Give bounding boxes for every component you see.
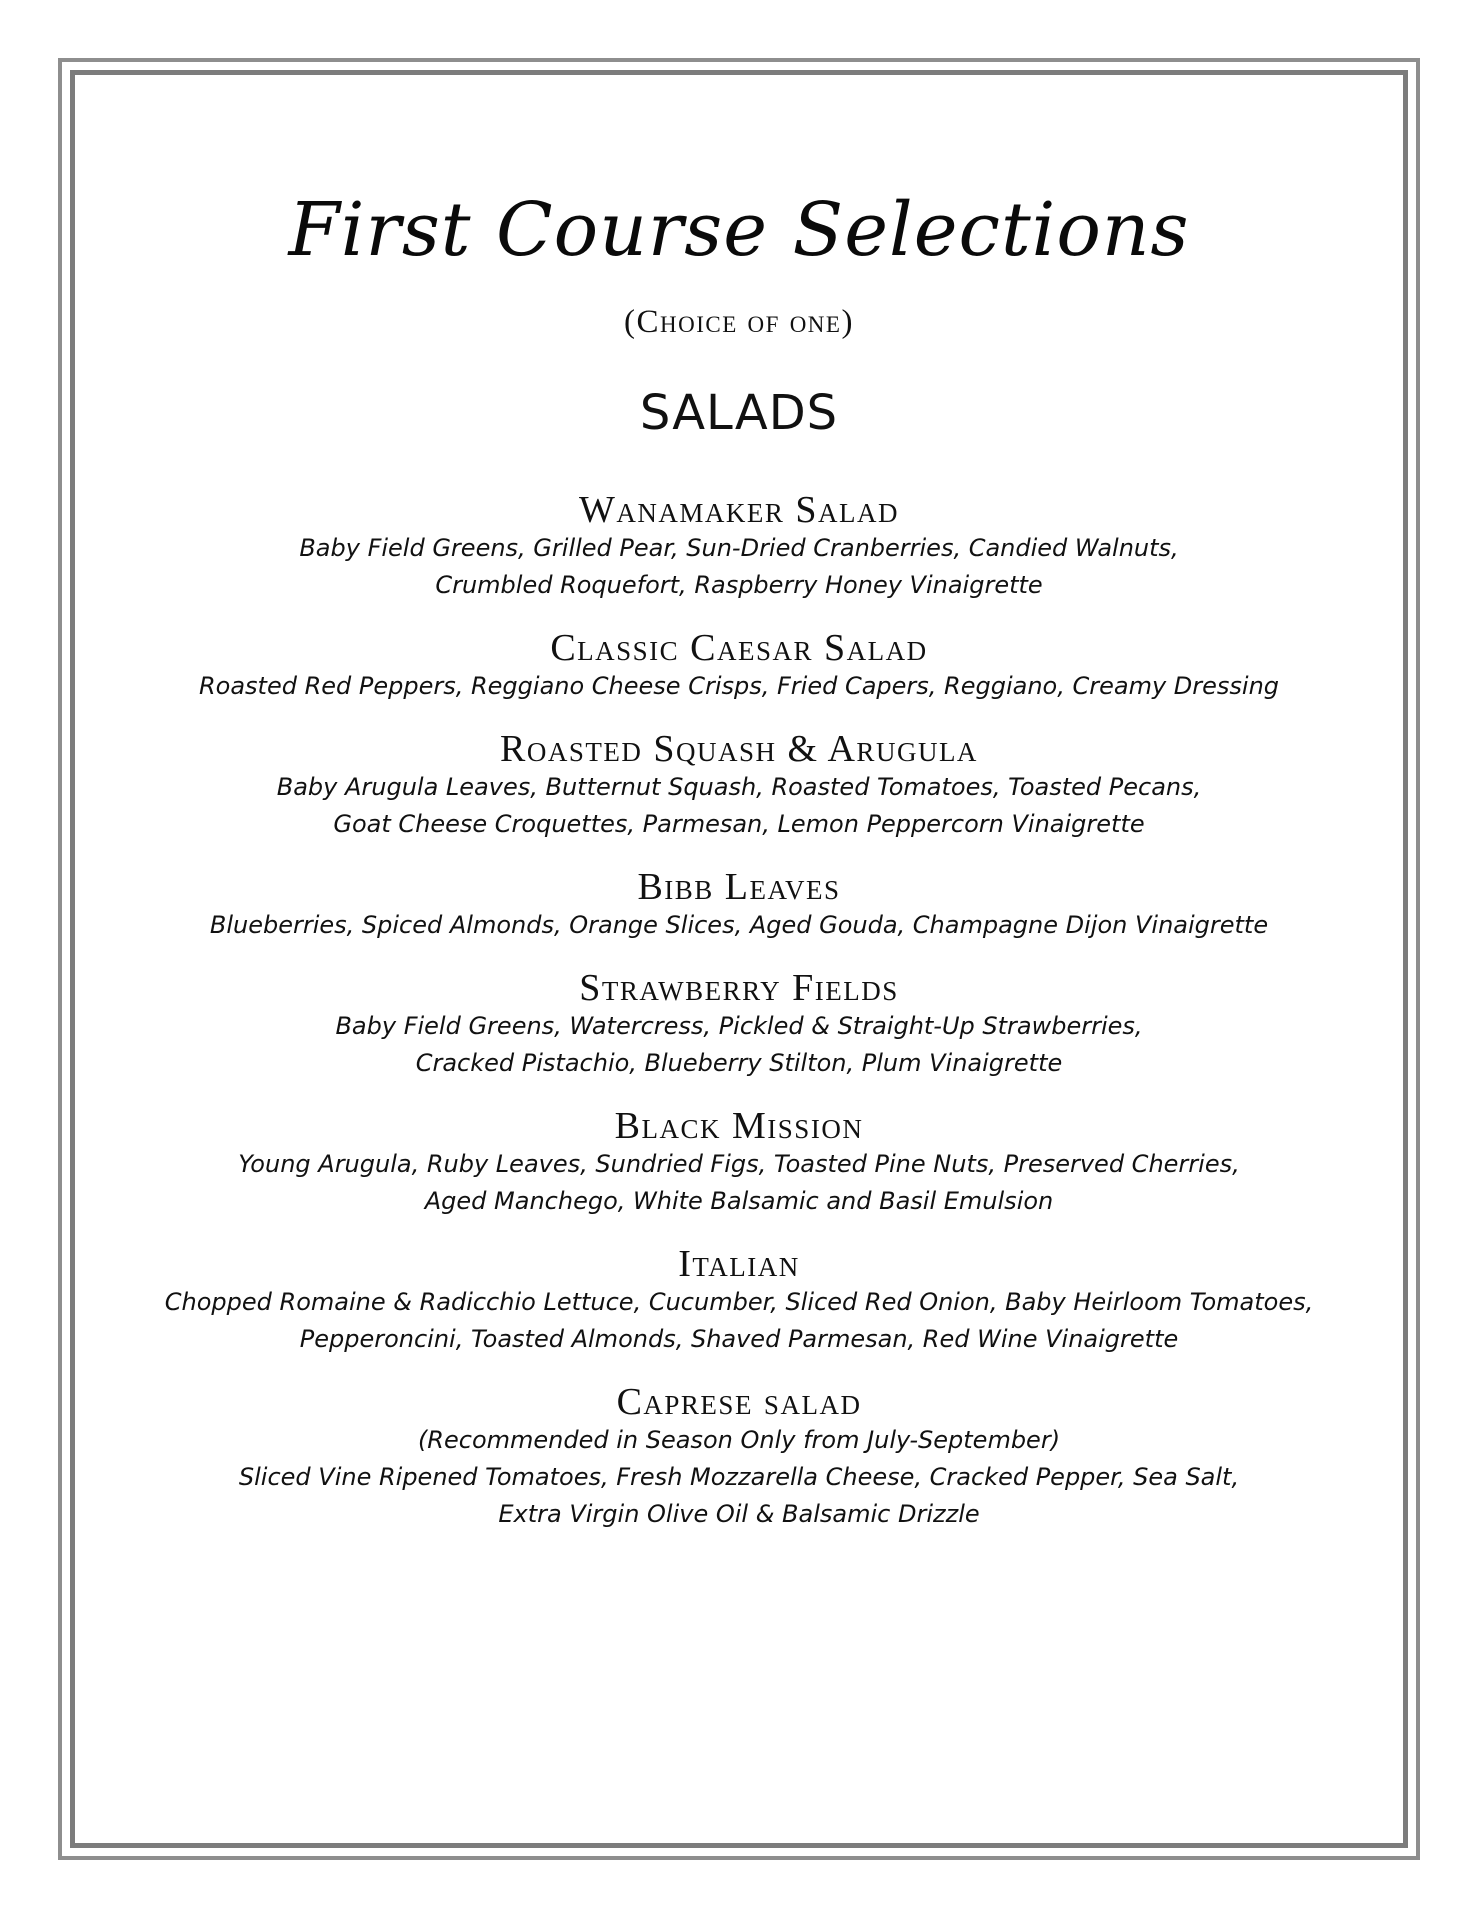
menu-item [80,1106,1398,1220]
menu-item-description: Sliced Vine Ripened Tomatoes, Fresh Mozzarella Cheese, Cracked Pepper, Sea Salt, [238,1463,1240,1491]
menu-item [80,729,1398,843]
salad-list [80,490,1398,1557]
menu-item-description: Crumbled Roquefort, Raspberry Honey Vinaigrette [435,571,1043,599]
menu-item-description: Roasted Red Peppers, Reggiano Cheese Crisps, Fried Capers, Reggiano, Creamy Dressing [198,672,1280,700]
menu-item-name: Strawberry Fields [579,967,899,1009]
menu-item-name: Italian [678,1243,800,1285]
menu-item-name: Classic Caesar Salad [550,627,928,669]
menu-item [80,1382,1398,1533]
menu-item-name: Black Mission [614,1105,864,1147]
menu-item-description: (Recommended in Season Only from July-September) [417,1426,1061,1454]
page-title: First Course Selections [288,187,1190,273]
menu-item-description: Young Arugula, Ruby Leaves, Sundried Figs, Toasted Pine Nuts, Preserved Cherries, [238,1150,1240,1178]
menu-item-description: Pepperoncini, Toasted Almonds, Shaved Parmesan, Red Wine Vinaigrette [299,1325,1179,1353]
menu-item [80,867,1398,944]
menu-item-name: Roasted Squash & Arugula [500,728,978,770]
menu-item-description: Baby Field Greens, Grilled Pear, Sun-Dried Cranberries, Candied Walnuts, [299,534,1179,562]
page-subtitle: (Choice of one) [624,304,854,340]
menu-item-description: Extra Virgin Olive Oil & Balsamic Drizzle [498,1500,980,1528]
menu-item-name: Caprese salad [616,1381,862,1423]
menu-item-name: Wanamaker Salad [579,489,899,531]
menu-item-description: Baby Arugula Leaves, Butternut Squash, Roasted Tomatoes, Toasted Pecans, [276,773,1202,801]
menu-item-description: Cracked Pistachio, Blueberry Stilton, Plum Vinaigrette [415,1049,1063,1077]
menu-item-description: Aged Manchego, White Balsamic and Basil Emulsion [424,1187,1054,1215]
menu-item [80,490,1398,604]
menu-item-description: Chopped Romaine & Radicchio Lettuce, Cucumber, Sliced Red Onion, Baby Heirloom Tomatoes, [164,1288,1314,1316]
menu-item-description: Baby Field Greens, Watercress, Pickled & Straight-Up Strawberries, [335,1012,1143,1040]
menu-item-description: Goat Cheese Croquettes, Parmesan, Lemon Peppercorn Vinaigrette [333,810,1145,838]
menu-item [80,1244,1398,1358]
menu-item [80,628,1398,705]
menu-page [80,80,1398,1838]
menu-item [80,968,1398,1082]
section-title: SALADS [639,385,839,441]
menu-item-description: Blueberries, Spiced Almonds, Orange Slices, Aged Gouda, Champagne Dijon Vinaigrette [209,911,1269,939]
menu-item-name: Bibb Leaves [637,866,841,908]
